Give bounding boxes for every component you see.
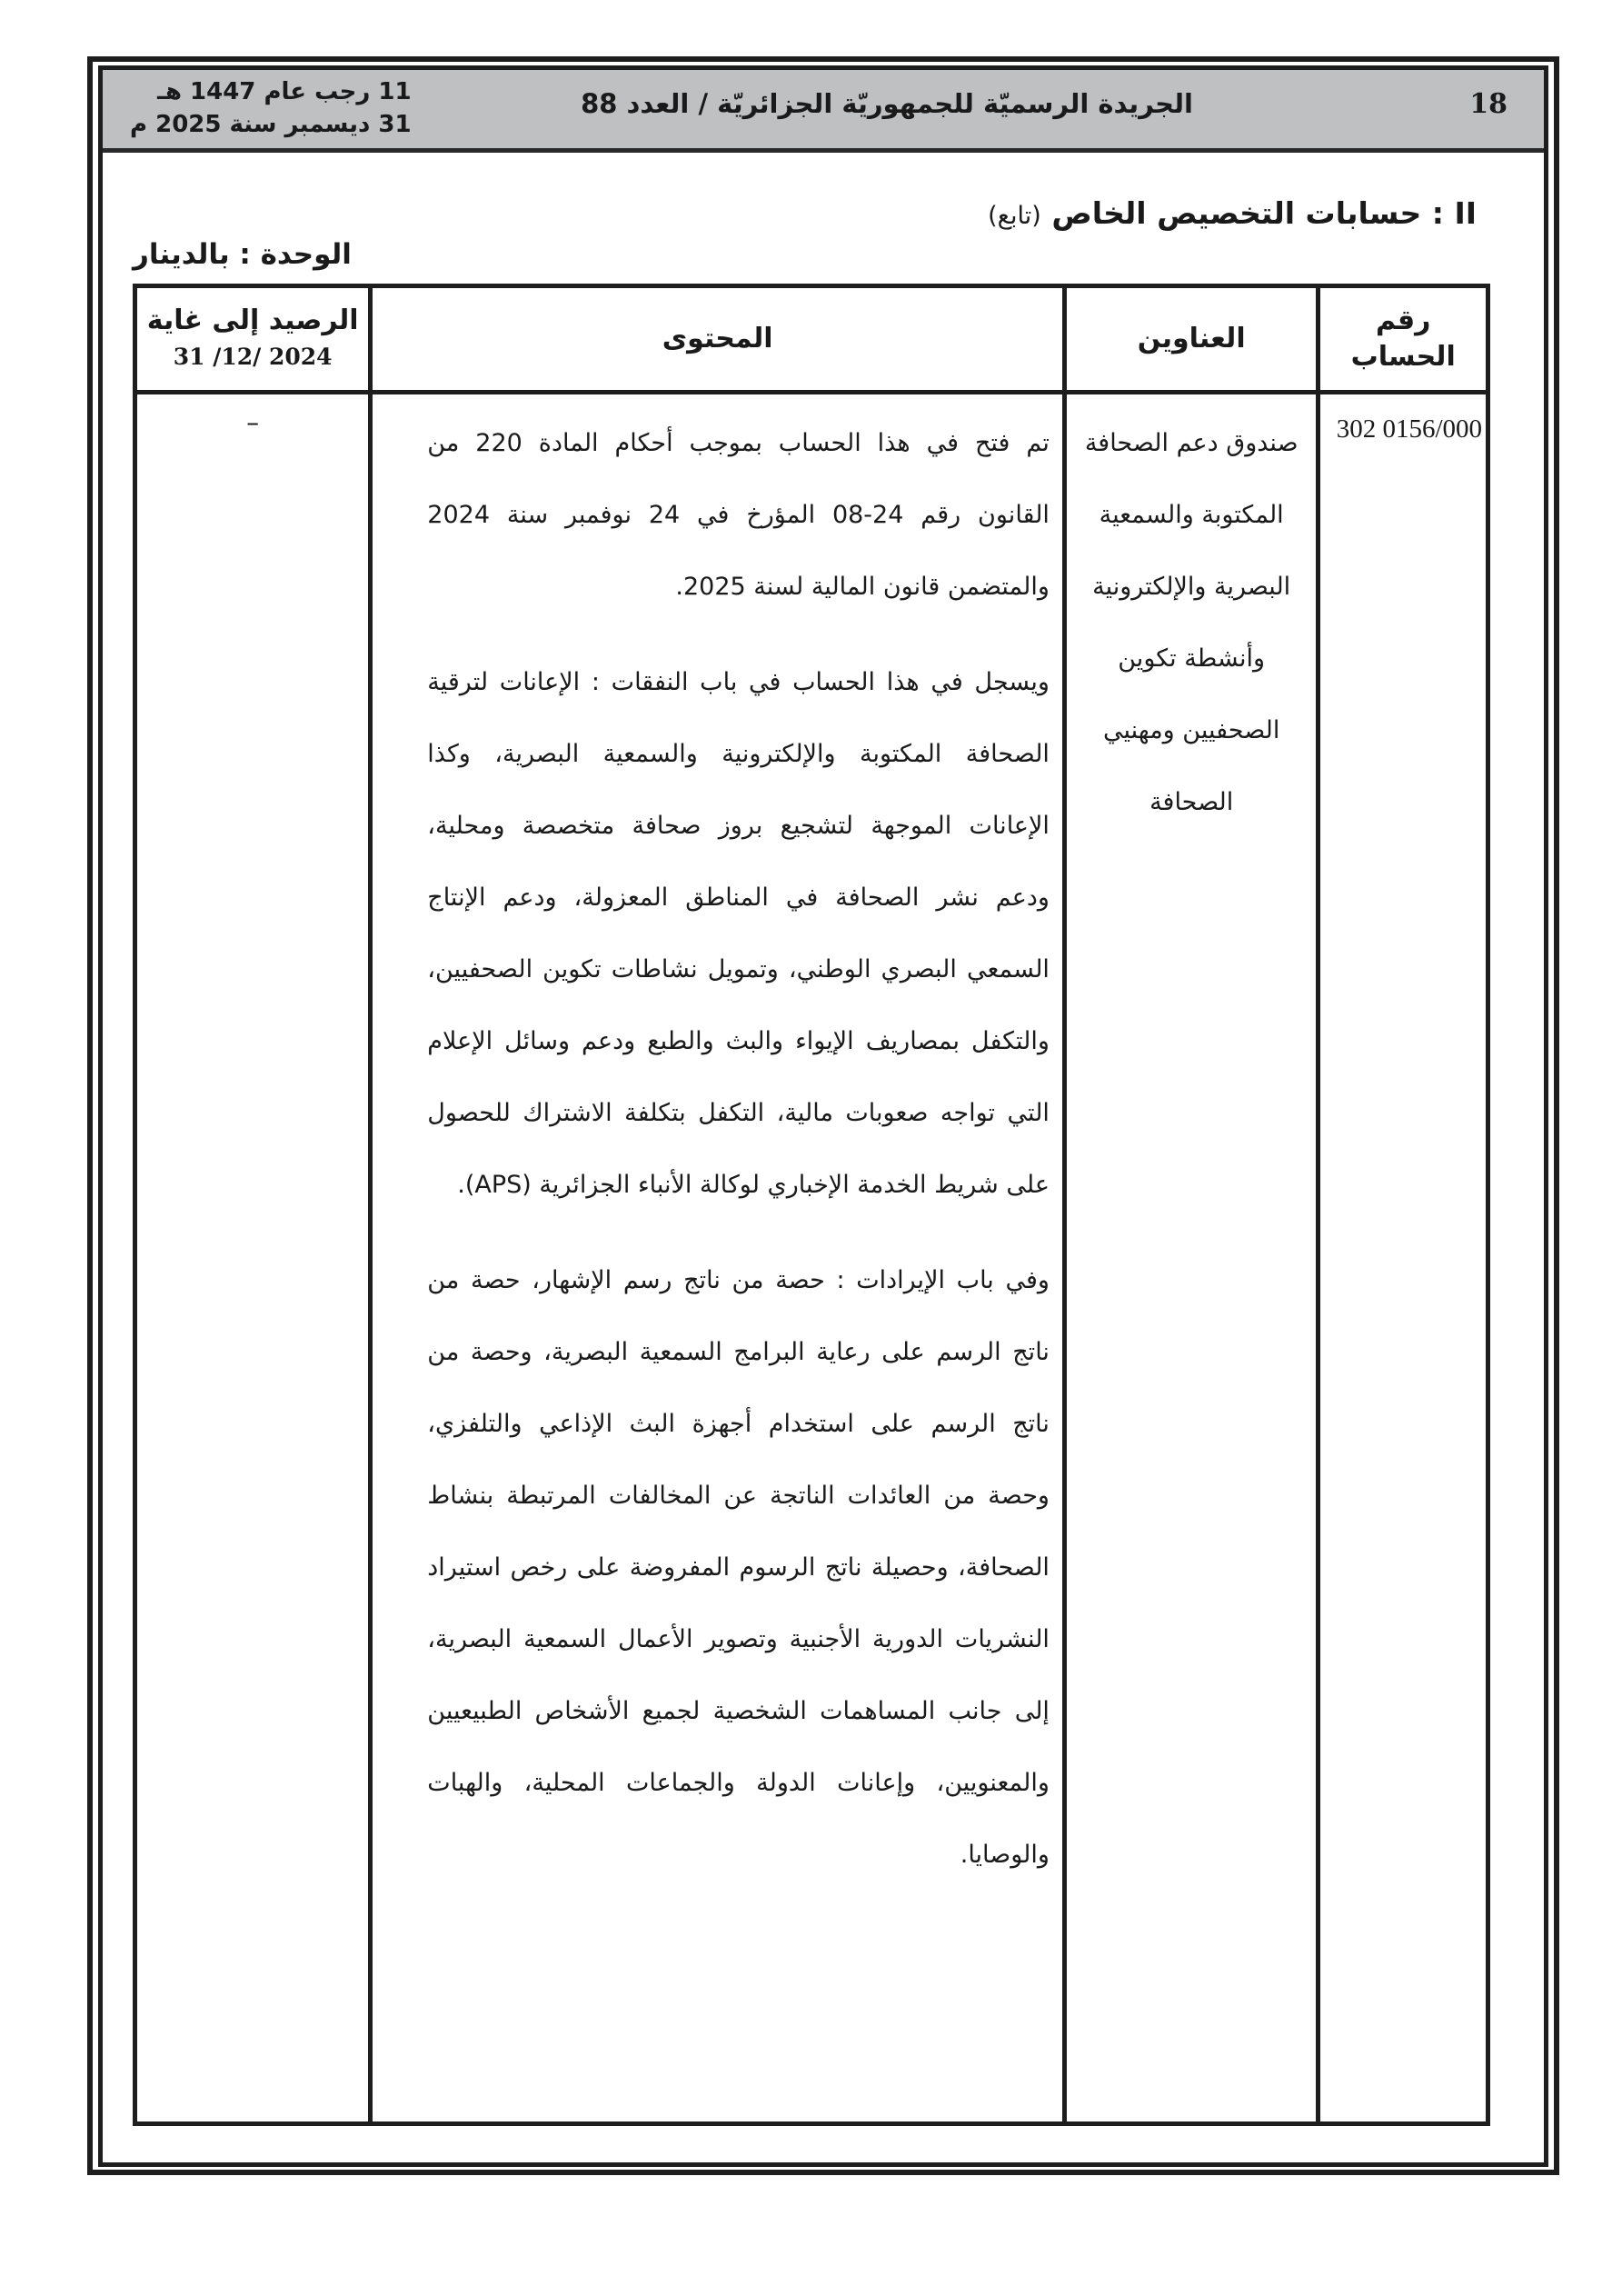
date-hijri: 11 رجب عام 1447 هـ	[157, 78, 412, 105]
table-row	[135, 393, 1488, 2124]
content-paragraph-revenues: وفي باب الإيرادات : حصة من ناتج رسم الإشهار، حصة من ناتج الرسم على رعاية البرامج السمعية البصرية، وحصة من ناتج الرسم على استخدام أجهزة البث الإذاعي والتلفزي، وحصة من العائدات الناتجة عن المخالفات المرتبطة بنشاط الصحافة، وحصيلة ناتج الرسوم المفروضة على رخص استيراد النشريات الدورية الأجنبية وتصوير الأعمال السمعية البصرية، إلى جانب المساهمات الشخصية لجميع الأشخاص الطبيعيين والمعنويين، وإعانات الدولة والجماعات المحلية، والهبات والوصايا.	[427, 1266, 1050, 1869]
date-gregorian: 31 ديسمبر سنة 2025 م	[130, 111, 412, 138]
unit-label: الوحدة : بالدينار	[133, 238, 352, 271]
header-content: المحتوى	[371, 286, 1065, 393]
issue-date	[130, 75, 412, 141]
special-accounts-table	[133, 284, 1490, 2126]
running-header	[103, 70, 1544, 153]
account-title: صندوق دعم الصحافة المكتوبة والسمعية البصرية والإلكترونية وأنشطة تكوين الصحفيين ومهنيي الصحافة	[1084, 429, 1299, 816]
account-number: 302 0156/000	[1336, 414, 1482, 444]
cell-balance	[135, 393, 371, 2124]
header-balance	[135, 286, 371, 393]
header-titles: العناوين	[1064, 286, 1318, 393]
header-account-number-line1: رقم	[1375, 304, 1431, 336]
section-heading	[988, 195, 1477, 231]
page-number: 18	[1469, 88, 1508, 120]
content-paragraph-expenditures: ويسجل في هذا الحساب في باب النفقات : الإعانات لترقية الصحافة المكتوبة والإلكترونية والسمعية البصرية، وكذا الإعانات الموجهة لتشجيع بروز صحافة متخصصة ومحلية، ودعم نشر الصحافة في المناطق المعزولة، ودعم الإنتاج السمعي البصري الوطني، وتمويل نشاطات تكوين الصحفيين، والتكفل بمصاريف الإيواء والبث والطبع ودعم وسائل الإعلام التي تواجه صعوبات مالية، التكفل بتكلفة الاشتراك للحصول على شريط الخدمة الإخباري لوكالة الأنباء الجزائرية (APS).	[427, 668, 1050, 1199]
header-account-number	[1318, 286, 1488, 393]
cell-content	[371, 393, 1065, 2124]
publication-title: الجريدة الرسميّة للجمهوريّة الجزائريّة / العدد 88	[581, 88, 1193, 119]
table-header-row	[135, 286, 1488, 393]
header-account-number-line2: الحساب	[1350, 341, 1456, 373]
content-paragraph-opening: تم فتح في هذا الحساب بموجب أحكام المادة 220 من القانون رقم 24-08 المؤرخ في 24 نوفمبر سنة 2024 والمتضمن قانون المالية لسنة 2025.	[427, 429, 1050, 601]
section-continuation: (تابع)	[988, 202, 1041, 230]
cell-account-number	[1318, 393, 1488, 2124]
header-balance-line1: الرصيد إلى غاية	[146, 304, 359, 336]
header-balance-date: 2024 /12/ 31	[173, 344, 333, 370]
balance-value: –	[246, 407, 260, 437]
account-content	[373, 394, 1062, 1891]
section-title-text: II : حسابات التخصيص الخاص	[1051, 195, 1477, 231]
cell-title	[1064, 393, 1318, 2124]
